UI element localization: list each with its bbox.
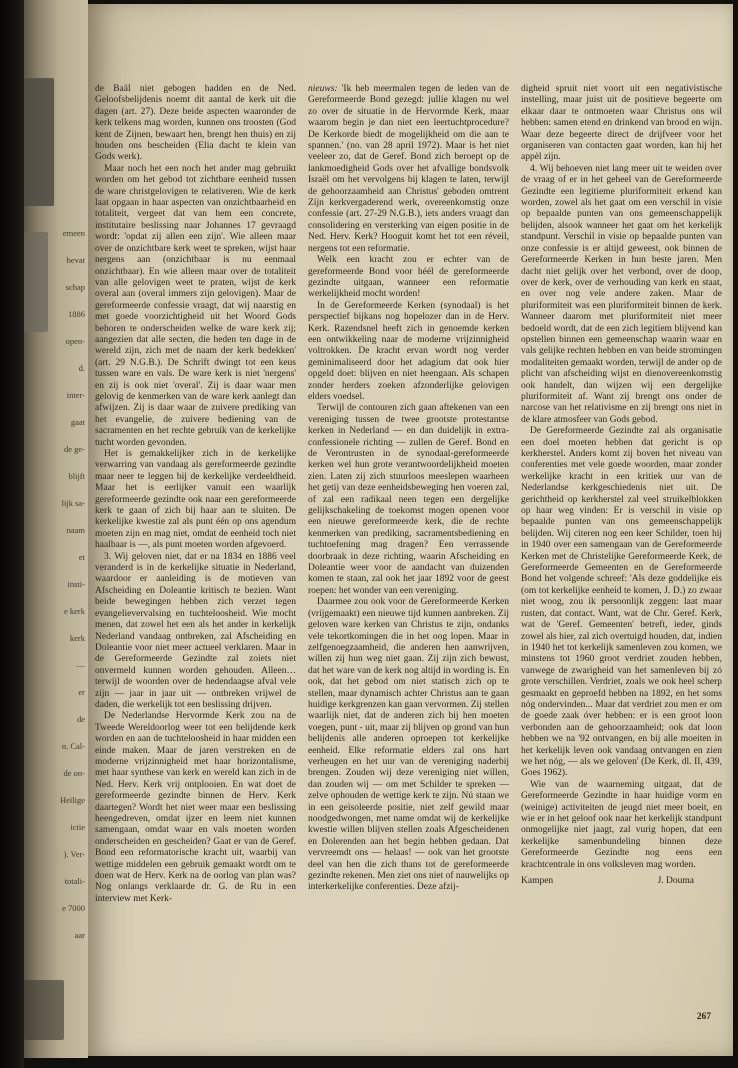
edge-text-fragment: Heilige (59, 795, 85, 805)
edge-text-fragment: open- (65, 336, 85, 346)
edge-text-fragment: bevat (66, 255, 85, 265)
text-column-2 (308, 84, 509, 1016)
edge-text-fragment: e kerk (63, 606, 85, 616)
edge-text-fragments (27, 228, 85, 957)
paragraph (308, 84, 509, 255)
article-signature (521, 876, 722, 887)
paragraph: 3. Wij geloven niet, dat er na 1834 en 1886 veel veranderd is in de kerkelijke situatie in Nederland, waardoor er aanleiding is de motieven van Afscheiding en Doleantie kritisch te bezien. Want beide bewegingen hebben zich verzet tegen evangelievervalsing en tuchteloosheid. Wie mocht menen, dat zowel het een als het ander in kerkelijk Nederland vandaag ontbreken, zal Afscheiding en Doleantie voor niet meer actueel verklaren. Maar in de Gereformeerde Gezindte zal zoiets niet onvermeld kunnen worden gehouden. Alleen… terwijl de woorden over de hedendaagse afval vele zijn — jaar in jaar uit — ontbreken vrijwel de daden, die werkelijk tot een beslissing drijven. (95, 551, 296, 710)
magazine-page (88, 4, 733, 1056)
edge-text-fragment: e 7000 (62, 903, 85, 913)
italic-lead: nieuws: (308, 84, 338, 94)
edge-text-fragment: n. Cal- (61, 741, 85, 751)
text-column-3 (521, 84, 722, 1016)
paragraph: De Gereformeerde Gezindte zal als organisatie een doel moeten hebben dat gericht is op kerkherstel. Anders komt zij boven het niveau van conferenties met vele goede woorden, maar zonder werkelijke kracht in een kritiek uur van de Nederlandse kerkgeschiedenis niet uit. De gerichtheid op kerkherstel zal veel struikelblokken op haar weg vinden: Er is verschil in visie op bepaalde punten van ons gemeenschappelijk belijden. Wij citeren nog een keer Schilder, toen hij in 1940 over een samengaan van de Gereformeerde Kerken met de Christelijke Gereformeerde Kerk, de Gereformeerde Gemeenten en de Gereformeerde Bond het volgende schreef: 'Als deze goddelijke eis (om tot kerkelijke eenheid te komen, J. D.) zo zwaar niet woog, zou ik persoonlijk zeggen: laat maar rusten, dat contact. Want, wat de Chr. Geref. Kerk, wat de 'Geref. Gemeenten' betreft, ieder, ginds zowel als hier, zal zich overtuigd houden, dat, indien in 1940 het tot kerkelijk samenleven zou komen, we minstens tot 1960 groot verdriet zouden hebben, vanwege de zwarigheid van het samenleven bij zó grote verschillen. Verdriet, zoals we ook heel scherp gesmaakt en geproefd hebben na 1892, en het soms nóg ondervinden... Maar dat verdriet zou men er om de goede zaak óver hebben: er is een groot loon verbonden aan de gehoorzaamheid; ook dat loon hebben we na '92 ontvangen, en bij alle moeiten in het kerkelijk leven ook vandaag ontvangen en zien we het nóg, — als we geloven' (De Kerk, dl. II, 439, Goes 1962). (521, 426, 722, 779)
ink-smudge (24, 78, 54, 206)
edge-text-fragment: schap (65, 282, 85, 292)
signature-place: Kampen (521, 876, 554, 887)
paragraph: De Nederlandse Hervormde Kerk zou na de Tweede Wereldoorlog weer tot een belijdende kerk worden en aan de tuchteloosheid in haar midden een einde maken. Maar de jaren verstreken en de moderne vrijzinnigheid met haar horizontalisme, met haar synthese van kerk en wereld kan zich in de Ned. Herv. Kerk vrij ontplooien. En wat doet de gereformeerde gezindte binnen de Herv. Kerk daartegen? Wordt het niet weer maar een beslissing heengedreven, omdat ijzer en leem niet kunnen samengaan, omdat waar en vals moeten worden onderscheiden en gescheiden? Gaat er van de Geref. Bond een reformatorische kracht uit, waarbij van wettige middelen een gebruik gemaakt wordt om te doen wat de Herv. Kerk na de oorlog van plan was? Nog onlangs verklaarde dr. G. de Ru in een interview met Kerk- (95, 711, 296, 904)
paragraph: 4. Wij behoeven niet lang meer uit te weiden over de vraag of er in het geheel van de Gereformeerde Gezindte een legitieme pluriformiteit erkend kan worden, zowel als het gaat om een verschil in visie op bepaalde punten van ons gemeenschappelijk belijden, alsook wanneer het gaat om het kerkelijk standpunt. Verschil in visie op bepaalde punten van onze confessie is er altijd geweest, ook binnen de Gereformeerde Kerken in hun beste jaren. Men dacht niet gelijk over het verbond, over de doop, over de kerk, over de verhouding van kerk en staat, en over nog vele andere zaken. Maar de pluriformiteit was een pluriformiteit binnen de kerk. Wanneer daarom met pluriformiteit niet meer bedoeld wordt, dat de een zich legitiem blijvend kan opstellen binnen een gemeenschap waarin waar en vals gelijke rechten hebben en van beide stromingen modaliteiten gemaakt worden, terwijl de ander op de plicht van afscheiding wijst en dienovereenkomstig ook handelt, dan wijzen wij een dergelijke pluriformiteit af. Want zij brengt ons onder de narcose van het relativisme en zij brengt ons niet in de klare atmosfeer van Gods gebod. (521, 163, 722, 425)
edge-text-fragment: emeen (62, 228, 85, 238)
edge-text-fragment: kerk (69, 633, 85, 643)
edge-text-fragment: et (78, 552, 85, 562)
paragraph: digheid spruit niet voort uit een negativistische instelling, maar juist uit de positieve begeerte om elkaar daar te ontmoeten waar Christus ons wil hebben: samen etend en drinkend van brood en wijn. Waar deze begeerte direct de drijfveer voor het organiseren van contacten gaat worden, kan hij het appèl zijn. (521, 84, 722, 163)
paragraph: Wie van de waarneming uitgaat, dat de Gereformeerde Gezindte in haar huidige vorm en (weinige) activiteiten de jeugd niet meer boeit, en wie er in het geloof ook naar het kerkelijk standpunt onmogelijke niet jaagt, zal vurig hopen, dat een kerkelijke samenbundeling binnen deze Gereformeerde Gezindte nog eens een krachtcentrale in ons volksleven mag worden. (521, 779, 722, 870)
edge-text-fragment: ictie (70, 822, 85, 832)
paragraph-text: 'Ik heb meermalen tegen de leden van de Gereformeerde Bond gezegd: jullie klagen nu wel zo over de situatie in de Hervormde Kerk, maar waarom begin je dan niet een leertuchtprocedure? De Kerkorde biedt de mogelijkheid om die aan te spannen.' (no. van 28 april 1972). Maar is het niet veeleer zo, dat de Geref. Bond zich beroept op de lankmoedigheid Gods over het afvallige bondsvolk Israël om het vervolgens bij klagen te laten, terwijl de gehoorzaamheid aan Christus' geboden omtrent Zijn kerkvergaderend werk, overeenkomstig onze confessie (art. 27-29 N.G.B.), iets anders vraagt dan consolidering en versterking van eigen positie in de Ned. Herv. Kerk? Hooguit komt het tot een réveil, nergens tot een reformatie. (308, 84, 509, 254)
edge-text-fragment: totali- (64, 876, 85, 886)
paragraph: Welk een kracht zou er echter van de gereformeerde Bond voor héél de gereformeerde gezindte uitgaan, wanneer een reformatie werkelijkheid mocht worden! (308, 255, 509, 300)
page-number: 267 (696, 1012, 711, 1022)
edge-text-fragment: inter- (66, 390, 85, 400)
signature-author: J. Douma (657, 876, 694, 887)
text-column-1 (95, 84, 296, 1016)
paragraph: Terwijl de contouren zich gaan aftekenen van een vereniging tussen de twee grootste protestantse kerken in Nederland — en dan duidelijk in extra-confessionele richting — zullen de Geref. Bond en de Verontrusten in de synodaal-gereformeerde kerken wel hun grote verantwoordelijkheid moeten zien. Laten zij zich stuurloos meeslepen waarheen het getij van deze eenheidsbeweging hen voeren zal, of zal een radikaal neen tegen een dergelijke gelijkschakeling de toekomst mogen openen voor een nieuwe gereformeerde kerk, die de rechte kenmerken van prediking, sacramentsbediening en tuchtoefening mag dragen? Een verrassende doorbraak in deze richting, waarin Afscheiding en Doleantie weer voor de aandacht van duizenden komen te staan, zal ook het jaar 1892 voor de geest roepen: het wonder van een vereniging. (308, 403, 509, 596)
edge-text-fragment: insti- (67, 579, 85, 589)
ink-smudge (24, 980, 64, 1040)
paragraph: Het is gemakkelijker zich in de kerkelijke verwarring van vandaag als gereformeerde gezindte maar neer te leggen bij de kerkelijke verdeeldheid. Maar het is eerlijker vanuit een waarlijk gereformeerde gezindte ook naar een gereformeerde kerk te gaan of zich bij haar aan te sluiten. De kerkelijke kwestie zal als punt één op ons agendum moeten zijn en mag niet, omdat de eenheid toch niet haalbaar is —, als punt moeten worden afgevoerd. (95, 449, 296, 551)
edge-text-fragment: lijk sa- (61, 498, 85, 508)
paragraph: Maar noch het een noch het ander mag gebruikt worden om het gebod tot zichtbare eenheid tussen de ware christgelovigen te relativeren. Wie de kerk laat opgaan in haar aspecten van onzichtbaarheid en totaliteit, vergeet dat van hem een concrete, institutaire beslissing naar Johannes 17 gevraagd wordt: 'opdat zij allen een zijn'. Wie alleen maar over de onzichtbare kerk weet te spreken, wijst haar nergens aan (onzichtbaar is nu eenmaal onzichtbaar). En wie alleen maar over de totaliteit van alle gelovigen weet te praten, wijst de kerk overal aan (overal immers zijn gelovigen). Maar de gereformeerde confessie vraagt, dat wij naarstig en met goede voorzichtigheid uit het Woord Gods behoren te onderscheiden welke de ware kerk zij; aangezien dat alle secten, die heden ten dage in de wereld zijn, zich met de naam der kerk bedekken' (art. 29 N.G.B.). De Schrift dwingt tot een keus tussen ware en vals. De ware kerk is niet 'nergens' en zij is ook niet 'overal'. Zij is daar waar men gelovig de kenmerken van de ware kerk aanlegt dan afwijzen. Zij is daar waar de zuivere prediking van het evangelie, de zuivere bediening van de sacramenten en het rechte gebruik van de kerkelijke tucht worden gevonden. (95, 163, 296, 448)
edge-text-fragment: de (76, 714, 85, 724)
book-edge (0, 0, 24, 1068)
edge-text-fragment: gaat (70, 417, 85, 427)
edge-text-fragment: d. (78, 363, 85, 373)
edge-text-fragment: ). Ver- (63, 849, 85, 859)
article-body (95, 84, 723, 1016)
paragraph: Daarmee zou ook voor de Gereformeerde Kerken (vrijgemaakt) een nieuwe tijd kunnen aanbreken. Zij geloven ware kerken van Christus te zijn, ondanks vele tekortkomingen die in het oog lopen. Maar in zelfgenoegzaamheid, die anderen hen aanwrijven, willen zij hun weg niet gaan. Zij zijn zich bewust, dat het ware van de kerk nog altijd in wording is. En ook, dat het gebod om niet statisch zich op te stellen, maar dynamisch achter Christus aan te gaan huidige kerkgrenzen kan gaan vervormen. Zij stellen waarlijk niet, dat de anderen zich bij hen moeten voegen, punt - uit, maar zij blijven op grond van hun belijdenis alle anderen oproepen tot kerkelijke eenheid. Elke reformatie elders zal ons hart verheugen en het uur van de vereniging naderbij brengen. Zouden wij deze vereniging niet willen, dan zouden wij — om met Schilder te spreken — zelve ophouden de wettige kerk te zijn. Nú staan we in een geïsoleerde positie, niet zelf gewild maar noodgedwongen, met name omdat wij de kerkelijke kwestie willen blijven stellen zoals Afgescheidenen en Dolerenden aan het begin hebben gedaan. Dat vervreemdt ons — helaas! — ook van het grootste deel van hen die zich thans tot de gereformeerde gezindte rekenen. Men ziet ons niet of nauwelijks op interkerkelijke conferenties. Deze afzij- (308, 597, 509, 893)
edge-text-fragment: — (76, 660, 85, 670)
edge-text-fragment: de on- (63, 768, 85, 778)
edge-text-fragment: naam (66, 525, 85, 535)
paragraph: In de Gereformeerde Kerken (synodaal) is het perspectief bijkans nog hopelozer dan in de Herv. Kerk. Razendsnel heeft zich in genoemde kerken een ontwikkeling naar de moderne vrijzinnigheid voltrokken. De kracht ervan wordt nog verder geminimaliseerd door het adagium dat ook hier opgeld doet: blijven en niet heengaan. Als schapen zonder herders zoeken afzonderlijke gelovigen elders voedsel. (308, 300, 509, 402)
edge-text-fragment: blijft (68, 471, 85, 481)
edge-text-fragment: 1886 (68, 309, 85, 319)
edge-text-fragment: er (78, 687, 85, 697)
paragraph: de Baäl niet gebogen hadden en de Ned. Geloofsbelijdenis noemt dit aantal de kerk uit die dagen (art. 27). Deze beide aspecten waaronder de kerk telkens mag worden, kunnen ons troosten (God kent de Zijnen, bewaart hen, brengt hen thuis) en zij houden ons bescheiden (Elia dacht te klein van Gods werk). (95, 84, 296, 163)
previous-page-sliver (24, 0, 88, 1058)
edge-text-fragment: de ge- (63, 444, 85, 454)
edge-text-fragment: aar (74, 930, 85, 940)
